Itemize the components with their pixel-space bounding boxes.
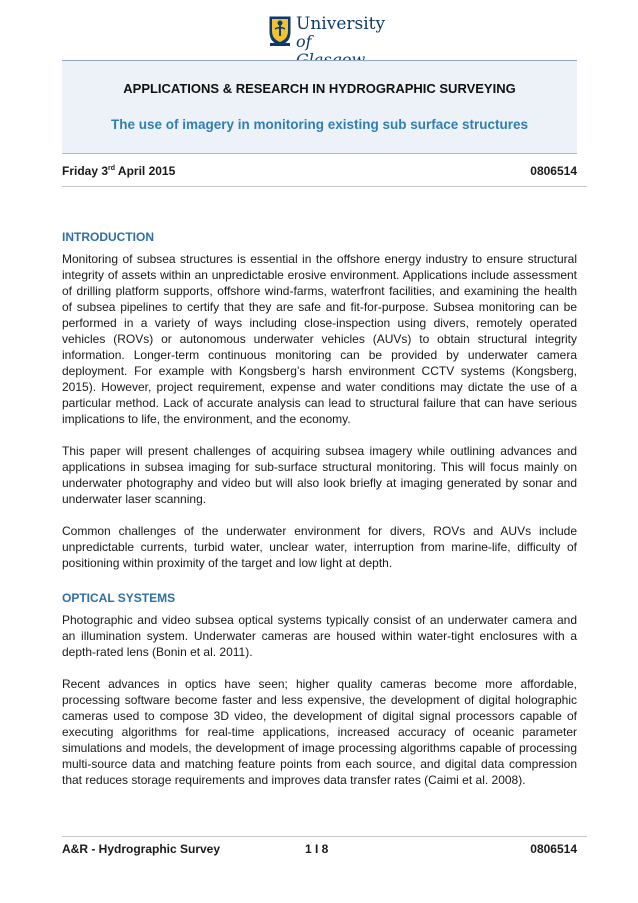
paragraph: Common challenges of the underwater environment for divers, ROVs and AUVs include unpredictable currents, turbid water, unclear water, interruption from marine-life, difficulty of positioning within proximity of the target and low light at depth. — [62, 524, 577, 570]
section-heading-introduction: INTRODUCTION — [62, 230, 154, 244]
paragraph: Photographic and video subsea optical systems typically consist of an underwater camera and an illumination system. Underwater cameras are housed within water-tight enclosures with a depth-rated lens (Bonin et al. 2011). — [62, 613, 577, 659]
logo-wordmark-line2: of — [296, 32, 312, 51]
university-logo — [269, 14, 386, 52]
footer-course: A&R - Hydrographic Survey — [62, 842, 221, 856]
header-divider — [62, 186, 587, 187]
date-ordinal: rd — [108, 165, 116, 172]
date-month-year: April 2015 — [115, 164, 176, 178]
page-number: 1 I 8 — [305, 842, 329, 856]
document-subtitle: The use of imagery in monitoring existing sub surface structures — [110, 117, 529, 132]
logo-wordmark-line1: University — [296, 14, 386, 34]
footer-divider — [62, 836, 587, 837]
document-date — [62, 164, 175, 178]
student-id: 0806514 — [530, 164, 577, 178]
date-line — [62, 164, 577, 182]
page-footer — [62, 842, 577, 860]
date-day: Friday 3 — [62, 164, 109, 178]
university-crest-icon — [269, 16, 291, 46]
document-title: APPLICATIONS & RESEARCH IN HYDROGRAPHIC SURVEYING — [123, 81, 516, 96]
paragraph: This paper will present challenges of acquiring subsea imagery while outlining advances and applications in subsea imaging for sub-surface structural monitoring. This will focus mainly on underwater photography and video but will also look briefly at imaging generated by sonar and underwater laser scanning. — [62, 444, 577, 506]
paragraph: Recent advances in optics have seen; higher quality cameras become more affordable, processing software become faster and less expensive, the development of digital holographic cameras used to compose 3D video, the development of digital signal processors capable of executing algorithms for real-time applications, increased accuracy of oceanic parameter simulations and models, the development of image processing algorithms capable of processing multi-source data and matching feature points from each source, and digital data compression that reduces storage requirements and improves data transfer rates (Caimi et al. 2008). — [62, 677, 577, 787]
title-band — [62, 60, 577, 154]
section-heading-optical-systems: OPTICAL SYSTEMS — [62, 591, 176, 605]
paragraph: Monitoring of subsea structures is essential in the offshore energy industry to ensure structural integrity of assets within an unpredictable erosive environment. Applications include assessment of drilling platform supports, offshore wind-farms, waterfront facilities, and examining the health of subsea pipelines to certify that they are safe and fit-for-purpose. Subsea monitoring can be performed in a variety of ways including close-inspection using divers, remotely operated vehicles (ROVs) or autonomous underwater vehicles (AUVs) to obtain structural integrity information. Longer-term continuous monitoring can be provided by underwater camera deployment. For example with Kongsberg’s harsh environment CCTV systems (Kongsberg, 2015). However, project requirement, expense and water conditions may dictate the use of a particular method. Lack of accurate analysis can lead to structural failure that can have serious implications to life, the environment, and the economy. — [62, 252, 577, 426]
document-body — [62, 230, 577, 804]
footer-student-id: 0806514 — [530, 842, 577, 856]
